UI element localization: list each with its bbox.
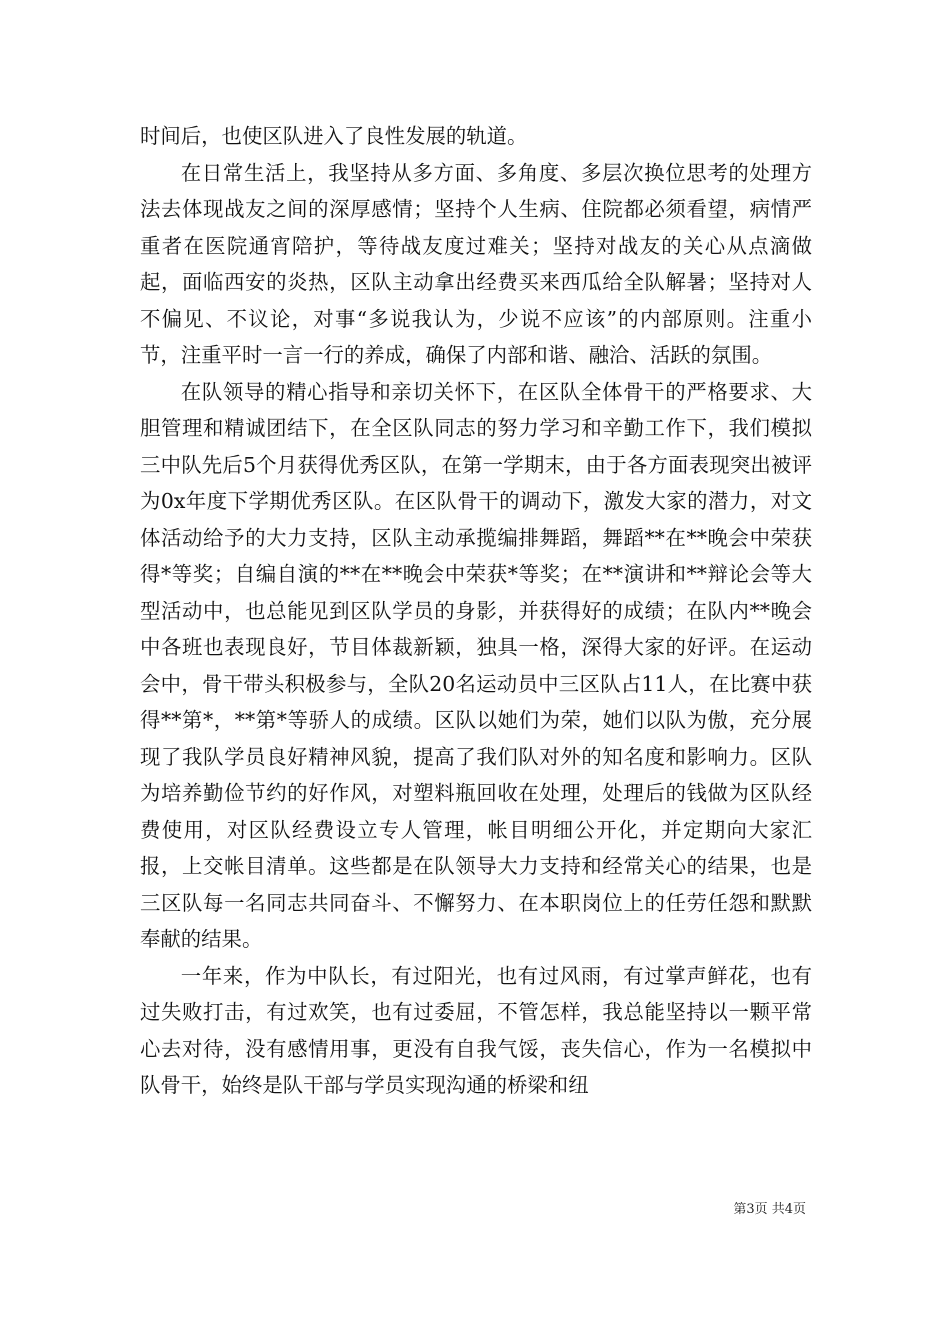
paragraph-reflection: 一年来，作为中队长，有过阳光，也有过风雨，有过掌声鲜花，也有过失败打击，有过欢笑，也有过委屈，不管怎样，我总能坚持以一颗平常心去对待，没有感情用事，更没有自我气馁，丧失信心，作为一名模拟中队骨干，始终是队干部与学员实现沟通的桥梁和纽 xyxy=(140,963,812,1097)
paragraph-continuation: 时间后，也使区队进入了良性发展的轨道。 xyxy=(140,124,528,148)
paragraph-achievements: 在队领导的精心指导和亲切关怀下，在区队全体骨干的严格要求、大胆管理和精诚团结下，在全区队同志的努力学习和辛勤工作下，我们模拟三中队先后5个月获得优秀区队，在第一学期末，由于各方面表现突出被评为0x年度下学期优秀区队。在区队骨干的调动下，激发大家的潜力，对文体活动给予的大力支持，区队主动承揽编排舞蹈，舞蹈**在**晚会中荣获得*等奖；自编自演的**在**晚会中荣获*等奖；在**演讲和**辩论会等大型活动中，也总能见到区队学员的身影，并获得好的成绩；在队内**晚会中各班也表现良好，节目体裁新颖，独具一格，深得大家的好评。在运动会中，骨干带头积极参与，全队20名运动员中三区队占11人，在比赛中获得**第*，**第*等骄人的成绩。区队以她们为荣，她们以队为傲，充分展现了我队学员良好精神风貌，提高了我们队对外的知名度和影响力。区队为培养勤俭节约的好作风，对塑料瓶回收在处理，处理后的钱做为区队经费使用，对区队经费设立专人管理，帐目明细公开化，并定期向大家汇报，上交帐目清单。这些都是在队领导大力支持和经常关心的结果，也是三区队每一名同志共同奋斗、不懈努力、在本职岗位上的任劳任怨和默默奉献的结果。 xyxy=(140,379,812,951)
paragraph-daily-life: 在日常生活上，我坚持从多方面、多角度、多层次换位思考的处理方法去体现战友之间的深厚感情；坚持个人生病、住院都必须看望，病情严重者在医院通宵陪护，等待战友度过难关；坚持对战友的关心从点滴做起，面临西安的炎热，区队主动拿出经费买来西瓜给全队解暑；坚持对人不偏见、不议论，对事“多说我认为，少说不应该”的内部原则。注重小节，注重平时一言一行的养成，确保了内部和谐、融洽、活跃的氛围。 xyxy=(140,160,812,367)
document-body xyxy=(140,118,812,1104)
page-number-footer: 第3页 共4页 xyxy=(733,1202,806,1217)
